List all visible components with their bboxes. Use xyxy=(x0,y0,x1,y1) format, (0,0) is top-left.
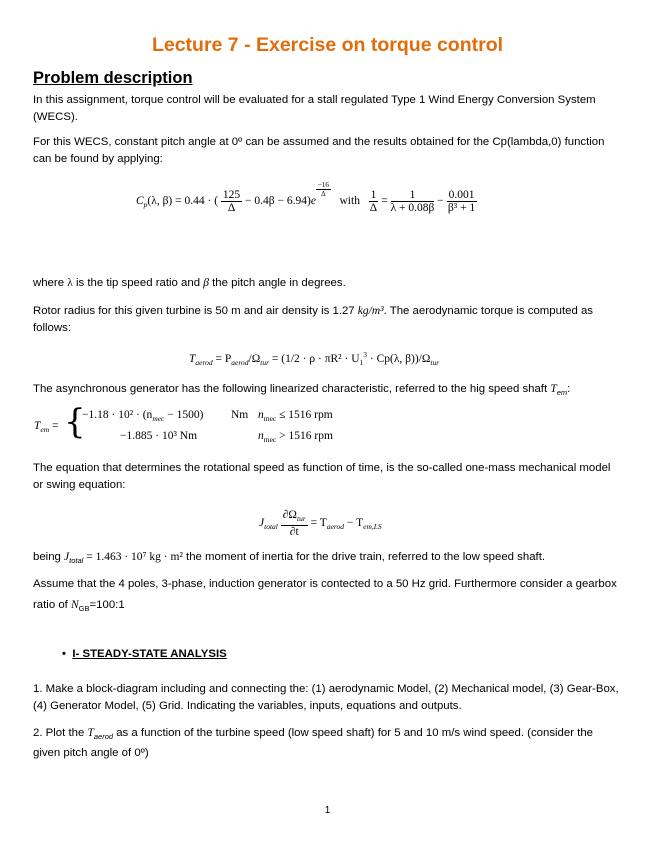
piecewise-brace: { xyxy=(64,402,86,442)
paragraph-lambda-beta: where λ is the tip speed ratio and β the pitch angle in degrees. xyxy=(33,277,346,289)
paragraph-generator: The asynchronous generator has the following linearized characteristic, referred to the hig speed shaft $T_{em}$: xyxy=(33,383,571,397)
equation-cp: $C_p(\lambda$, β) = 0.44 · ( $\frac{125}{\Delta}$ − 0.4β − 6.94)e $\frac{-16}{\Delta}$ with $\frac{1}{\Delta}$ = $\frac{1}{\lambda + 0.08\beta}$ − $\frac{0.001}{\text{β³ + 1}}$ xyxy=(136,181,476,214)
equation-tem-row1: $-1.18 \cdot 10^2 \cdot (n_{mec} - 1500)$ xyxy=(82,409,204,423)
equation-aero-torque: $T_{aerod} = P_{aerod}/\Omega_{tur} = (1/2 \cdot \rho \cdot \pi R^2 \cdot U_1^3 \cdot Cp(\lambda$, $\beta))/\Omega_{tur}$ xyxy=(189,350,440,367)
paragraph-rotor: Rotor radius for this given turbine is 50 m and air density is 1.27 kg/m³. The aerodynamic torque is computed as follows: xyxy=(33,305,593,334)
page-number: 1 xyxy=(324,805,331,816)
equation-tem-row1-cond: $n_{mec} \le 1516$ rpm xyxy=(258,409,333,423)
page-title: Lecture 7 - Exercise on torque control xyxy=(151,34,504,56)
section-bullet-steady-state: • I- STEADY-STATE ANALYSIS xyxy=(62,648,227,660)
paragraph-gearbox: Assume that the 4 poles, 3-phase, induction generator is contected to a 50 Hz grid. Furthermore consider a gearbox ratio of $N_{GB}=100:1$ xyxy=(33,578,617,613)
paragraph-intro: In this assignment, torque control will be evaluated for a stall regulated Type 1 Wind Energy Conversion System (WECS). xyxy=(33,94,596,123)
paragraph-swing: The equation that determines the rotational speed as function of time, is the so-called one-mass mechanical model or swing equation: xyxy=(33,462,611,491)
question-2: 2. Plot the $T_{aerod}$ as a function of the turbine speed (low speed shaft) for 5 and 10 m/s wind speed. (consider the given pitch angle of 0º) xyxy=(33,727,594,759)
paragraph-cp-function: For this WECS, constant pitch angle at 0º can be assumed and the results obtained for the Cp(lambda,0) function can be found by applying: xyxy=(33,136,605,165)
equation-tem-row2-cond: $n_{mec} > 1516$ rpm xyxy=(258,430,333,444)
section-heading: Problem description xyxy=(33,69,193,87)
paragraph-inertia: being $J_{total} = 1.463 \cdot 10^7$ kg · m² the moment of inertia for the drive train, referred to the low speed shaft. xyxy=(33,551,546,565)
equation-tem-row1-unit: Nm xyxy=(231,409,249,421)
question-1: 1. Make a block-diagram including and connecting the: (1) aerodynamic Model, (2) Mechanical model, (3) Gear-Box, (4) Generator Model, (5) Grid. Indicating the variables, inputs, equations and outputs. xyxy=(33,683,619,712)
equation-tem-row2: −1.885 · 10³ Nm xyxy=(120,430,198,442)
equation-swing: $J_{total}$ $\frac{\partial\Omega_{tur}}{\partial t}$ = $T_{aerod} - T_{em,LS}$ xyxy=(259,509,382,538)
equation-tem: $T_{em}$ = xyxy=(34,420,59,434)
